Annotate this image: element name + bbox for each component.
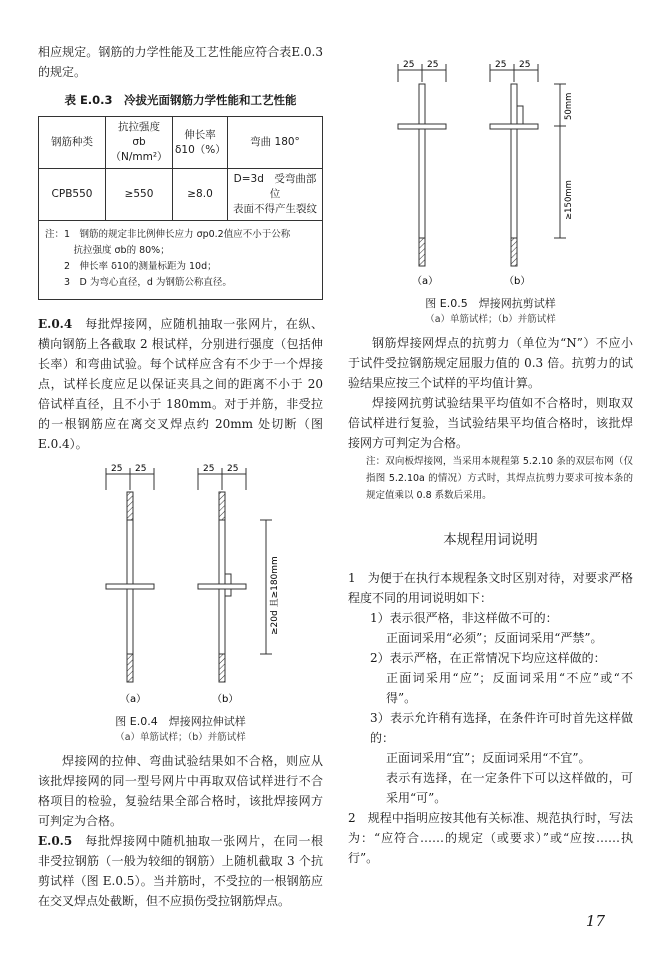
shear-note: 注：双向板焊接网，当采用本规程第 5.2.10 条的双层布网（仅指图 5.2.10a 的情况）方式时，其焊点抗剪力要求可按本条的规定值乘以 0.8 系数后采用。	[366, 456, 633, 501]
clause-e05-label: E.0.5	[38, 834, 73, 848]
usage-item-1-2: 2）表示严格，在正常情况下均应这样做的：	[370, 651, 606, 665]
header-elong-line2: δ10（%）	[175, 143, 226, 156]
figure-e05	[348, 42, 633, 325]
subfig-a-label: （a）	[412, 276, 439, 287]
shear-paragraph-1: 钢筋焊接网焊点的抗剪力（单位为“N”）不应小于试件受拉钢筋规定屈服力值的 0.3 倍。抗剪力的试验结果应按三个试样的平均值计算。	[348, 336, 633, 390]
header-type: 钢筋种类	[39, 117, 106, 169]
table-note-line: 3 D 为弯心直径，d 为钢筋公称直径。	[45, 277, 232, 288]
figure-e05-subcaption: （a）单筋试样；（b）并筋试样	[425, 314, 556, 325]
dim-label: 25	[519, 60, 531, 70]
usage-item-1-3: 3）表示允许稍有选择，在条件许可时首先这样做的：	[370, 711, 633, 745]
left-column	[38, 42, 323, 911]
cross-bar-a	[106, 584, 154, 589]
usage-item-1-3-detail-2: 表示有选择，在一定条件下可以这样做的，可采用“可”。	[386, 771, 633, 805]
cell-bend	[228, 169, 323, 221]
header-elongation	[173, 117, 228, 169]
grip-hatch	[127, 492, 133, 520]
cell-strength: ≥550	[106, 169, 173, 221]
intro-paragraph: 相应规定。钢筋的力学性能及工艺性能应符合表E.0.3的规定。	[38, 45, 323, 79]
header-elong-line1: 伸长率	[184, 128, 216, 141]
after-figure-paragraph: 焊接网的拉伸、弯曲试验结果如不合格，则应从该批焊接网的同一型号网片中再取双倍试样进行不合格项目的检验，复验结果全部合格时，该批焊接网方可判定为合格。	[38, 754, 323, 828]
dim-label: 25	[403, 60, 415, 70]
table-data-row	[39, 169, 323, 221]
figure-e05-drawing	[348, 42, 633, 290]
dim-label: 25	[135, 464, 147, 474]
header-strength-line1: 抗拉强度	[118, 121, 160, 133]
table-note-line: 注：1 钢筋的规定非比例伸长应力 σp0.2值应不小于公称	[45, 229, 291, 240]
cell-bend-line2: 表面不得产生裂纹	[233, 203, 317, 215]
top-length-label: 50mm	[564, 92, 574, 120]
usage-item-2: 2 规程中指明应按其他有关标准、规范执行时，写法为：“应符合……的规定（或要求）”或“应按……执行”。	[348, 811, 633, 865]
usage-item-1-1: 1）表示很严格，非这样做不可的：	[370, 611, 558, 625]
table-title: 表 E.0.3 冷拔光面钢筋力学性能和工艺性能	[64, 93, 297, 107]
dim-label: 25	[227, 464, 239, 474]
grip-hatch	[511, 238, 517, 266]
shear-paragraph-2: 焊接网抗剪试验结果平均值如不合格时，则取双倍试样进行复验，当试验结果平均值合格时，该批焊接网方可判定为合格。	[348, 396, 633, 450]
header-strength-line2: σb（N/mm²）	[110, 136, 168, 163]
subfig-b-label: （b）	[504, 276, 531, 287]
subfig-a-label: （a）	[120, 694, 147, 705]
table-notes	[39, 221, 323, 300]
dim-label: 25	[495, 60, 507, 70]
table-note-line: 抗拉强度 σb的 80%；	[45, 245, 170, 256]
section-title: 本规程用词说明	[443, 532, 538, 548]
cell-type: CPB550	[39, 169, 106, 221]
grip-hatch	[219, 492, 225, 520]
grip-hatch	[419, 238, 425, 266]
clause-e04	[38, 314, 323, 454]
length-label: ≥20d 且≥180mm	[270, 556, 280, 635]
usage-item-1-1-detail: 正面词采用“必须”；反面词采用“严禁”。	[386, 631, 603, 645]
right-column	[348, 42, 633, 868]
figure-e04-caption: 图 E.0.4 焊接网拉伸试样	[115, 715, 246, 728]
figure-e04	[38, 460, 323, 743]
dim-label: 25	[111, 464, 123, 474]
clause-e05	[38, 831, 323, 911]
clause-e04-label: E.0.4	[38, 317, 73, 331]
cross-bar-b	[490, 124, 538, 129]
usage-item-1-3-detail: 正面词采用“宜”；反面词采用“不宜”。	[386, 751, 591, 765]
usage-item-1-2-detail: 正面词采用“应”；反面词采用“不应”或“不得”。	[386, 671, 633, 705]
header-bend: 弯曲 180°	[228, 117, 323, 169]
cross-bar-b	[198, 584, 246, 589]
figure-e04-drawing	[38, 460, 323, 708]
table-note-line: 2 伸长率 δ10的测量标距为 10d；	[45, 261, 217, 272]
table-notes-row	[39, 221, 323, 300]
clause-e05-text: 每批焊接网中随机抽取一张网片，在同一根非受拉钢筋（一般为较细的钢筋）上随机截取 3 个抗剪试样（图 E.0.5）。当并筋时，不受拉的一根钢筋应在交叉焊点处截断，但不应损伤受拉钢筋焊点。	[38, 834, 323, 908]
dim-label: 25	[427, 60, 439, 70]
length-label: ≥150mm	[564, 180, 574, 220]
properties-table	[38, 116, 323, 300]
clause-e04-text: 每批焊接网，应随机抽取一张网片，在纵、横向钢筋上各截取 2 根试样，分别进行强度（包括伸长率）和弯曲试验。每个试样应含有不少于一个焊接点，试样长度应足以保证夹具之间的距离不小于 20 倍试样直径，且不小于 180mm。对于并筋，非受拉的一根钢筋应在离交叉焊点约 20mm 处切断（图 E.0.4）。	[38, 317, 323, 451]
header-strength	[106, 117, 173, 169]
figure-e04-subcaption: （a）单筋试样；（b）并筋试样	[115, 732, 246, 743]
cell-bend-line1: D=3d 受弯曲部位	[233, 173, 317, 200]
grip-hatch	[127, 654, 133, 682]
figure-e05-caption: 图 E.0.5 焊接网抗剪试样	[425, 297, 556, 310]
grip-hatch	[219, 654, 225, 682]
table-header-row	[39, 117, 323, 169]
cell-elongation: ≥8.0	[173, 169, 228, 221]
dim-label: 25	[203, 464, 215, 474]
usage-item-1: 1 为便于在执行本规程条文时区别对待，对要求严格程度不同的用词说明如下：	[348, 571, 633, 605]
subfig-b-label: （b）	[212, 694, 239, 705]
cross-bar-a	[398, 124, 446, 129]
page-number: 17	[585, 912, 605, 930]
